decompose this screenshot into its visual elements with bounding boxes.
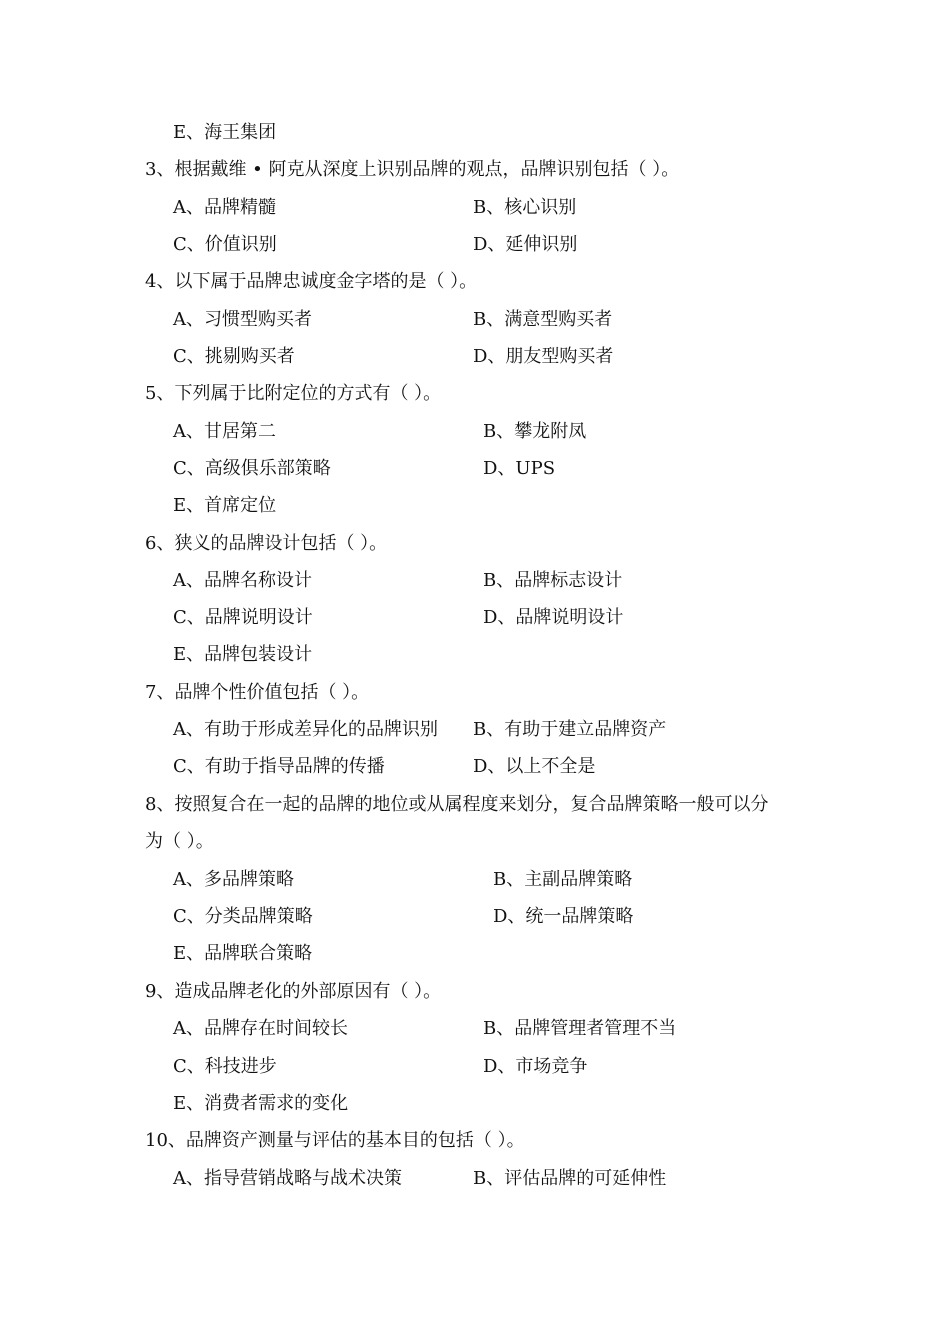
q10-option-a: A、指导营销战略与战术决策 bbox=[173, 1168, 402, 1189]
q3-option-a: A、品牌精髓 bbox=[173, 197, 276, 218]
q8-option-c: C、分类品牌策略 bbox=[173, 906, 313, 927]
q10-option-b: B、评估品牌的可延伸性 bbox=[473, 1168, 667, 1189]
q3-stem: 3、根据戴维 • 阿克从深度上识别品牌的观点，品牌识别包括（ ）。 bbox=[145, 159, 680, 180]
q10-stem: 10、品牌资产测量与评估的基本目的包括（ ）。 bbox=[145, 1130, 525, 1151]
q7-option-c: C、有助于指导品牌的传播 bbox=[173, 756, 385, 777]
q5-option-e: E、首席定位 bbox=[173, 495, 277, 516]
q8-option-e: E、品牌联合策略 bbox=[173, 943, 313, 964]
q2-option-e: E、海王集团 bbox=[173, 122, 277, 143]
q7-option-b: B、有助于建立品牌资产 bbox=[473, 719, 667, 740]
q9-option-a: A、品牌存在时间较长 bbox=[173, 1018, 348, 1039]
q8-stem-line-1: 8、按照复合在一起的品牌的地位或从属程度来划分，复合品牌策略一般可以分 bbox=[145, 794, 769, 815]
q5-stem: 5、下列属于比附定位的方式有（ ）。 bbox=[145, 383, 442, 404]
q4-option-a: A、习惯型购买者 bbox=[173, 309, 312, 330]
q6-option-c: C、品牌说明设计 bbox=[173, 607, 313, 628]
q8-stem-line-2: 为（ ）。 bbox=[145, 831, 214, 852]
q4-option-c: C、挑剔购买者 bbox=[173, 346, 295, 367]
q4-option-b: B、满意型购买者 bbox=[473, 309, 613, 330]
q9-option-e: E、消费者需求的变化 bbox=[173, 1093, 349, 1114]
q5-option-a: A、甘居第二 bbox=[173, 421, 276, 442]
q8-option-a: A、多品牌策略 bbox=[173, 869, 294, 890]
q7-option-d: D、以上不全是 bbox=[473, 756, 596, 777]
q7-option-a: A、有助于形成差异化的品牌识别 bbox=[173, 719, 438, 740]
q4-stem: 4、以下属于品牌忠诚度金字塔的是（ ）。 bbox=[145, 271, 478, 292]
q5-option-c: C、高级俱乐部策略 bbox=[173, 458, 331, 479]
q6-option-a: A、品牌名称设计 bbox=[173, 570, 312, 591]
q9-option-d: D、市场竞争 bbox=[483, 1056, 588, 1077]
q8-option-b: B、主副品牌策略 bbox=[493, 869, 633, 890]
q3-option-b: B、核心识别 bbox=[473, 197, 577, 218]
q6-option-b: B、品牌标志设计 bbox=[483, 570, 623, 591]
q7-stem: 7、品牌个性价值包括（ ）。 bbox=[145, 682, 370, 703]
q4-option-d: D、朋友型购买者 bbox=[473, 346, 614, 367]
q8-option-d: D、统一品牌策略 bbox=[493, 906, 634, 927]
q5-option-b: B、攀龙附凤 bbox=[483, 421, 587, 442]
q5-option-d: D、UPS bbox=[483, 458, 556, 479]
q9-option-c: C、科技进步 bbox=[173, 1056, 277, 1077]
q6-stem: 6、狭义的品牌设计包括（ ）。 bbox=[145, 533, 388, 554]
q9-stem: 9、造成品牌老化的外部原因有（ ）。 bbox=[145, 981, 442, 1002]
q3-option-d: D、延伸识别 bbox=[473, 234, 578, 255]
q6-option-e: E、品牌包装设计 bbox=[173, 644, 313, 665]
q3-option-c: C、价值识别 bbox=[173, 234, 277, 255]
q6-option-d: D、品牌说明设计 bbox=[483, 607, 624, 628]
q9-option-b: B、品牌管理者管理不当 bbox=[483, 1018, 677, 1039]
